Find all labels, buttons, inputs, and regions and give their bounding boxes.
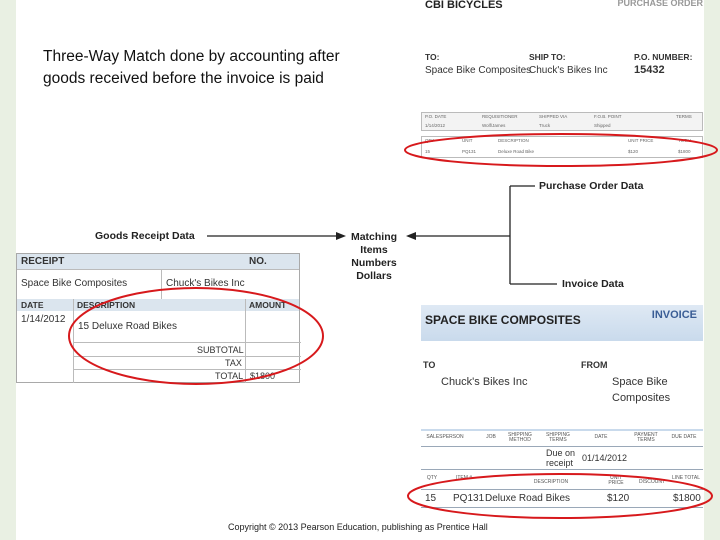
po-header-val: Truck — [539, 123, 551, 128]
gr-rule — [161, 269, 162, 299]
gr-rule — [245, 299, 246, 383]
gr-date-value: 1/14/2012 — [21, 314, 66, 325]
gr-from-value: Space Bike Composites — [21, 278, 128, 289]
invoice-from-label: FROM — [581, 360, 608, 370]
invoice-title: INVOICE — [651, 309, 697, 321]
invoice-item-val: $1800 — [673, 493, 701, 504]
po-item-val: $120 — [628, 149, 639, 154]
invoice-header-col: SHIPPING METHOD — [508, 432, 532, 443]
copyright-footer: Copyright © 2013 Pearson Education, publishing as Prentice Hall — [228, 522, 488, 532]
invoice-terms-value-2: receipt — [546, 458, 574, 468]
invoice-to-label: TO — [423, 360, 436, 370]
gr-subtotal-label: SUBTOTAL — [197, 345, 244, 355]
invoice-grid-line — [421, 489, 703, 490]
gr-to-value: Chuck's Bikes Inc — [166, 278, 245, 289]
gr-date-label: DATE — [21, 300, 44, 310]
invoice-document — [421, 305, 703, 517]
gr-rule — [73, 299, 74, 383]
invoice-item-val: 15 — [425, 493, 437, 504]
invoice-item-val: $120 — [607, 493, 630, 504]
po-number-label: P.O. NUMBER: — [634, 52, 693, 62]
po-item-table — [421, 136, 703, 158]
po-item-col: TOTAL — [678, 138, 693, 143]
gr-description-value: 15 Deluxe Road Bikes — [78, 321, 177, 332]
matching-label — [344, 231, 404, 283]
goods-receipt-document — [16, 253, 300, 383]
gr-receipt-label: RECEIPT — [21, 256, 65, 267]
purchase-order-document — [421, 0, 703, 160]
po-item-col: UNIT PRICE — [628, 138, 654, 143]
invoice-header-col: DUE DATE — [671, 434, 697, 440]
invoice-header-col: SHIPPING TERMS — [546, 432, 570, 443]
arrowhead-left — [406, 232, 416, 240]
invoice-grid-line — [421, 446, 703, 447]
gr-tax-label: TAX — [225, 358, 242, 368]
gr-rule — [17, 269, 299, 270]
po-to-label: TO: — [425, 52, 440, 62]
invoice-header-col: DATE — [594, 434, 608, 440]
po-item-val: $1800 — [678, 149, 691, 154]
invoice-from-value-2: Composites — [612, 392, 671, 404]
po-header-col: P.O. DATE — [425, 114, 447, 119]
po-data-label: Purchase Order Data — [539, 180, 644, 192]
po-item-col: UNIT — [462, 138, 473, 143]
invoice-to-value: Chuck's Bikes Inc — [441, 376, 528, 388]
invoice-from-value-1: Space Bike — [612, 376, 668, 388]
po-header-val: Shipped — [594, 123, 611, 128]
invoice-item-col: UNIT PRICE — [608, 475, 624, 486]
gr-no-label: NO. — [249, 256, 267, 267]
po-ship-to-label: SHIP TO: — [529, 52, 566, 62]
invoice-item-col: QTY — [426, 475, 438, 481]
invoice-item-col: DISCOUNT — [638, 479, 666, 485]
po-item-col: DESCRIPTION — [498, 138, 529, 143]
po-header-col: F.O.B. POINT — [594, 114, 622, 119]
invoice-header-col: PAYMENT TERMS — [634, 432, 658, 443]
gr-total-label: TOTAL — [215, 371, 244, 381]
po-title: PURCHASE ORDER — [617, 0, 703, 8]
po-header-val: Wolf/James — [482, 123, 506, 128]
po-ship-to-value: Chuck's Bikes Inc — [529, 65, 608, 76]
po-item-val: 15 — [425, 149, 431, 154]
invoice-header-col: JOB — [486, 434, 496, 440]
gr-description-label: DESCRIPTION — [77, 300, 136, 310]
invoice-item-val: PQ131 — [453, 493, 485, 504]
gr-amount-label: AMOUNT — [249, 300, 287, 310]
invoice-item-col: DESCRIPTION — [533, 479, 569, 485]
po-number-value: 15432 — [634, 64, 665, 76]
invoice-grid-line — [421, 469, 703, 470]
po-header-val: 1/14/2012 — [425, 123, 446, 128]
left-background-strip — [0, 0, 16, 540]
matching-line: Numbers — [351, 257, 397, 269]
invoice-header-col: SALESPERSON — [426, 434, 464, 440]
invoice-item-col: LINE TOTAL — [671, 475, 701, 481]
invoice-date-value: 01/14/2012 — [582, 453, 628, 463]
po-header-col: TERMS — [676, 114, 692, 119]
po-item-val: PQ131 — [462, 149, 477, 154]
po-header-col: REQUISITIONER — [482, 114, 518, 119]
invoice-company-name: SPACE BIKE COMPOSITES — [425, 313, 581, 327]
gr-rule — [73, 369, 301, 370]
invoice-terms-value-1: Due on — [546, 448, 576, 458]
slide-caption: Three-Way Match done by accounting after goods received before the invoice is paid — [43, 48, 340, 87]
invoice-grid-line — [421, 429, 703, 431]
right-background-strip — [704, 0, 720, 540]
po-item-val: Deluxe Road Bike — [498, 149, 535, 154]
gr-rule — [73, 356, 301, 357]
matching-line: Dollars — [356, 270, 392, 282]
po-header-col: SHIPPED VIA — [539, 114, 568, 119]
matching-line: Matching — [350, 231, 398, 243]
invoice-item-val: Deluxe Road Bikes — [485, 493, 571, 504]
invoice-item-col: ITEM # — [455, 475, 473, 481]
matching-line: Items — [360, 244, 388, 256]
invoice-data-label: Invoice Data — [562, 278, 624, 290]
goods-receipt-data-label: Goods Receipt Data — [95, 230, 195, 242]
gr-rule — [73, 342, 301, 343]
bracket-connector — [510, 186, 557, 284]
po-item-col: QTY — [425, 138, 435, 143]
invoice-grid-line — [421, 507, 703, 508]
po-header-table — [421, 112, 703, 131]
po-to-value: Space Bike Composites — [425, 65, 532, 76]
po-company-name: CBI BICYCLES — [425, 0, 503, 11]
gr-total-value: $1800 — [250, 371, 276, 381]
